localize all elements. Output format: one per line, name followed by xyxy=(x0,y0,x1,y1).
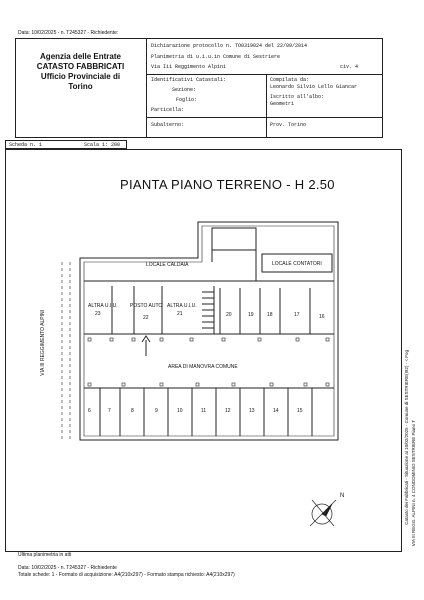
space-23-top: ALTRA U.I.U. xyxy=(88,303,118,309)
declaration-civ: civ. 4 xyxy=(340,64,359,70)
north-label: N xyxy=(340,493,345,499)
agency-catasto: CATASTO FABBRICATI xyxy=(36,62,125,71)
space-21-num: 21 xyxy=(177,311,183,317)
space-22-top: POSTO AUTO xyxy=(130,303,163,309)
cadastral-title: Identificativi Catastali: xyxy=(151,77,227,83)
sheet-scale: Scala 1: 200 xyxy=(84,142,121,148)
north-arrow xyxy=(310,500,336,526)
space-11-num: 11 xyxy=(201,408,207,414)
space-18-num: 18 xyxy=(267,312,273,318)
compiled-profession: Geometri xyxy=(270,101,295,107)
space-21-top: ALTRA U.I.U. xyxy=(167,303,197,309)
space-10-num: 10 xyxy=(177,408,183,414)
space-15-num: 15 xyxy=(297,408,303,414)
cadastral-subordinate: Subalterno: xyxy=(151,122,185,128)
maneuver-area-label: AREA DI MANOVRA COMUNE xyxy=(168,364,238,370)
space-6-num: 6 xyxy=(88,408,91,414)
space-14-num: 14 xyxy=(273,408,279,414)
sheet-number: Scheda n. 1 xyxy=(9,142,43,148)
compiled-title: Compilata da: xyxy=(270,77,310,83)
stair-block xyxy=(212,228,256,250)
footer-date: Data: 10/02/2025 - n. T245327 - Richiedente xyxy=(18,565,117,571)
space-19-num: 19 xyxy=(248,312,254,318)
declaration-plan-of: Planimetria di u.i.u.in Comune di Sestriere xyxy=(151,54,281,60)
space-17-num: 17 xyxy=(294,312,300,318)
declaration-protocol: Dichiarazione protocollo n. TO0319024 del 22/09/2014 xyxy=(151,43,308,49)
space-16-num: 16 xyxy=(319,314,325,320)
space-13-num: 13 xyxy=(249,408,255,414)
footer-total: Totale schede: 1 - Formato di acquisizione: A4(210x297) - Formato stampa richiesto: A4(210x297) xyxy=(18,572,235,578)
compiled-register: Iscritto all'albo: xyxy=(270,94,325,100)
space-20-num: 20 xyxy=(226,312,232,318)
space-12-num: 12 xyxy=(225,408,231,414)
compiled-province: Prov. Torino xyxy=(270,122,307,128)
cadastral-parcel: Particella: xyxy=(151,107,185,113)
space-22-num: 22 xyxy=(143,315,149,321)
cadastral-sheet: Foglio: xyxy=(176,97,198,103)
footer-last: Ultima planimetria in atti xyxy=(18,552,72,558)
side-text-line1: Catasto dei Fabbricati - Situazione al 10/02/2025 - Comune di SESTRIERE(I92) - < Fog xyxy=(404,350,409,525)
agency-office: Ufficio Provinciale di xyxy=(40,72,121,81)
plan-title: PIANTA PIANO TERRENO - H 2.50 xyxy=(120,177,335,192)
space-7-num: 7 xyxy=(108,408,111,414)
cadastral-section: Sezione: xyxy=(172,87,197,93)
boiler-room-label: LOCALE CALDAIA xyxy=(146,262,189,268)
space-9-num: 9 xyxy=(155,408,158,414)
compiled-name: Leonardo Silvio Lello Giancar xyxy=(270,84,358,90)
declaration-address: Via Iii Reggimento Alpini xyxy=(151,64,227,70)
agency-city: Torino xyxy=(68,82,93,91)
street-label: VIA III REGGIMENTO ALPINI xyxy=(40,310,46,376)
agency-name: Agenzia delle Entrate xyxy=(40,52,121,61)
meter-room-label: LOCALE CONTATORI xyxy=(272,261,322,267)
print-header: Data: 10/02/2025 - n. T245327 - Richiedente: xyxy=(18,30,119,36)
space-23-num: 23 xyxy=(95,311,101,317)
space-8-num: 8 xyxy=(131,408,134,414)
side-text-line2: VIA III REGG. ALPINI n. 4 CONDOMINIO SESTRIERE Piano T xyxy=(411,420,416,547)
